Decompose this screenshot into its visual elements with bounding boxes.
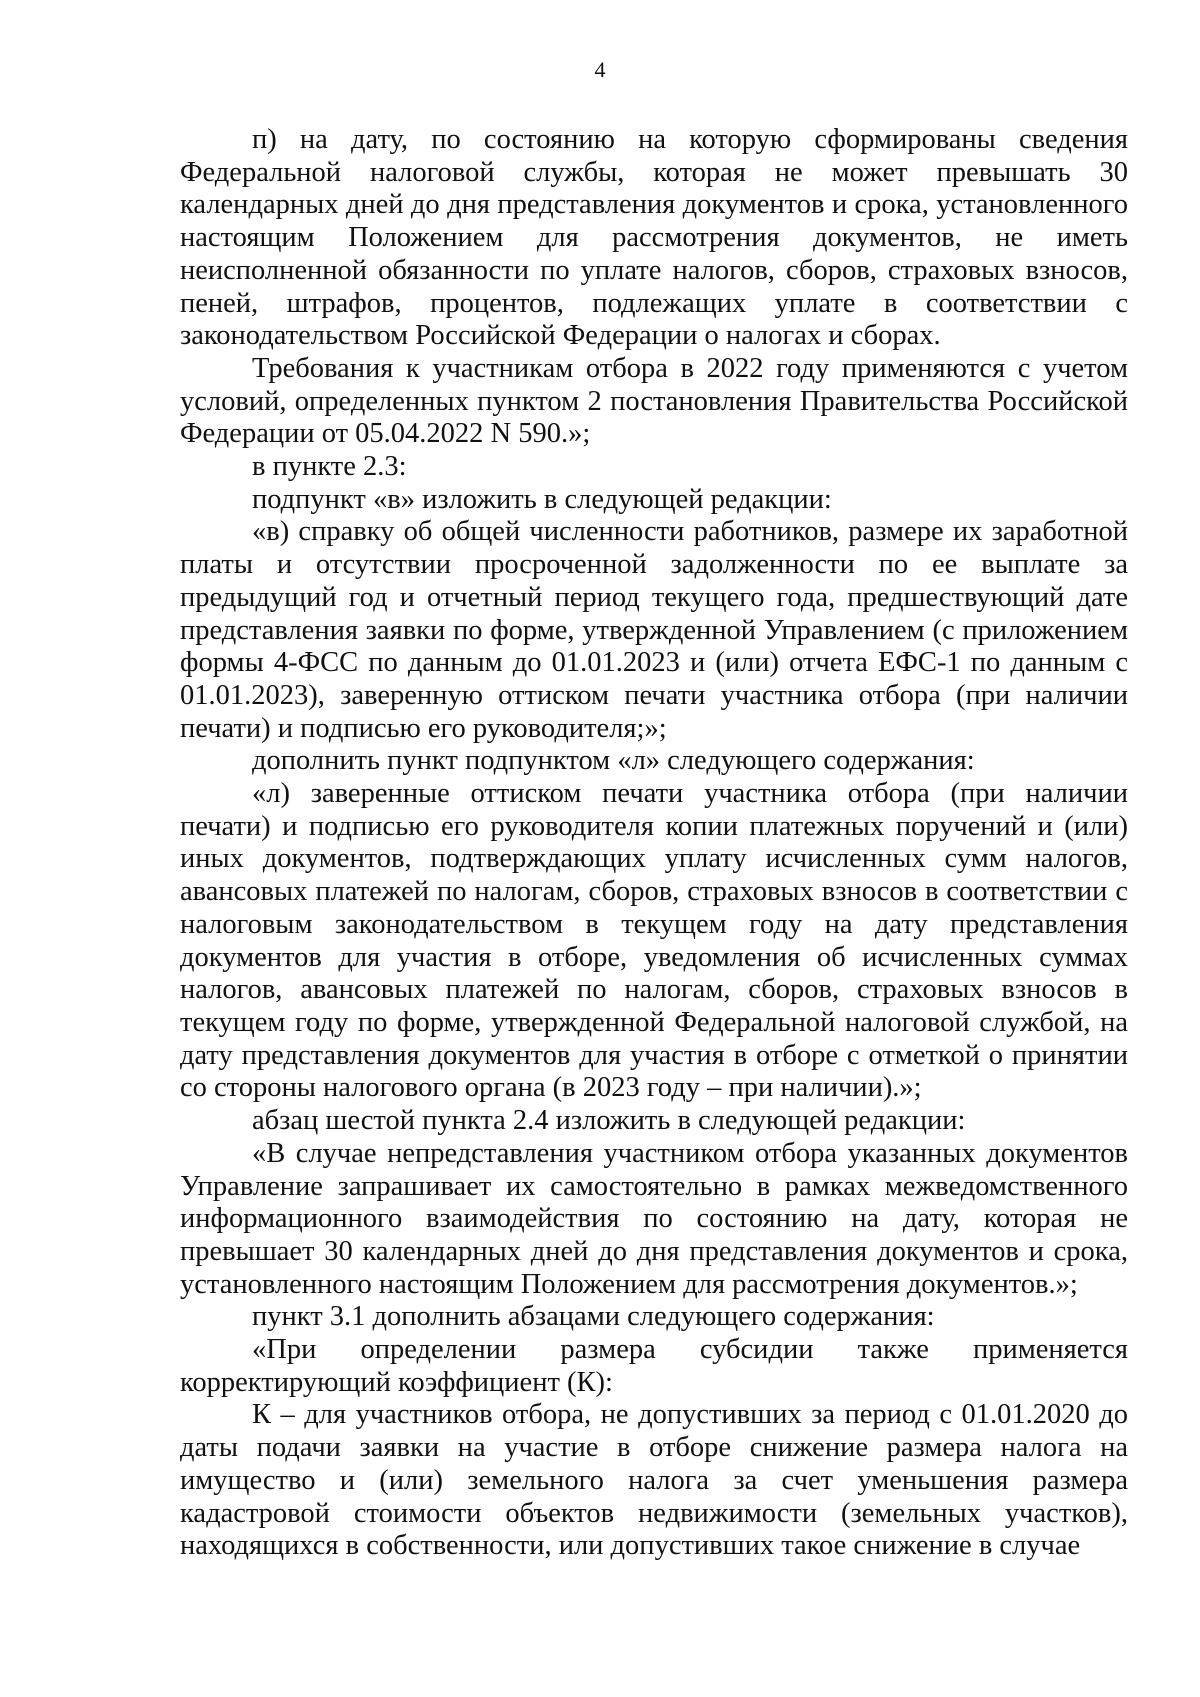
paragraph-point-2-4-intro: абзац шестой пункта 2.4 изложить в следующей редакции: (252, 1105, 966, 1137)
paragraph-point-2-3: в пункте 2.3: (252, 451, 407, 483)
paragraph-point-3-1-intro: пункт 3.1 дополнить абзацами следующего содержания: (252, 1301, 935, 1333)
paragraph-subpoint-v-intro: подпункт «в» изложить в следующей редакции: (252, 483, 832, 515)
paragraph-subpoint-l-text: «л) заверенные оттиском печати участника отбора (при наличии печати) и подписью его руководителя копии платежных поручений и (или) иных документов, подтверждающих уплату исчисленных сумм налогов, авансовых платежей по налогам, сборов, страховых взносов в соответствии с налоговым законодательством в текущем году на дату представления документов для участия в отборе, уведомления об исчисленных суммах налогов, авансовых платежей по налогам, сборов, страховых взносов в текущем году по форме, утвержденной Федеральной налоговой службой, на дату представления документов для участия в отборе с отметкой о принятии со стороны налогового органа (в 2023 году – при наличии).»; (180, 778, 1128, 1104)
paragraph-requirements-2022: Требования к участникам отбора в 2022 году применяются с учетом условий, определенных пунктом 2 постановления Правительства Российской Федерации от 05.04.2022 N 590.»; (180, 352, 1128, 450)
paragraph-coefficient-k: К – для участников отбора, не допустивших за период с 01.01.2020 до даты подачи заявки на участие в отборе снижение размера налога на имущество и (или) земельного налога за счет уменьшения размера кадастровой стоимости объектов недвижимости (земельных участков), находящихся в собственности, или допустивших такое снижение в случае (180, 1399, 1128, 1562)
paragraph-coefficient-intro: «При определении размера субсидии также применяется корректирующий коэффициент (К): (180, 1334, 1128, 1398)
paragraph-point-2-4-text: «В случае непредставления участником отбора указанных документов Управление запрашивает их самостоятельно в рамках межведомственного информационного взаимодействия по состоянию на дату, которая не превышает 30 календарных дней до дня представления документов и срока, установленного настоящим Положением для рассмотрения документов.»; (180, 1137, 1128, 1300)
paragraph-subpoint-v-text: «в) справку об общей численности работников, размере их заработной платы и отсутствии просроченной задолженности по ее выплате за предыдущий год и отчетный период текущего года, предшествующий дате представления заявки по форме, утвержденной Управлением (с приложением формы 4-ФСС по данным до 01.01.2023 и (или) отчета ЕФС-1 по данным с 01.01.2023), заверенную оттиском печати участника отбора (при наличии печати) и подписью его руководителя;»; (180, 516, 1128, 744)
paragraph-subpoint-p: п) на дату, по состоянию на которую сформированы сведения Федеральной налоговой службы, которая не может превышать 30 календарных дней до дня представления документов и срока, установленного настоящим Положением для рассмотрения документов, не иметь неисполненной обязанности по уплате налогов, сборов, страховых взносов, пеней, штрафов, процентов, подлежащих уплате в соответствии с законодательством Российской Федерации о налогах и сборах. (180, 124, 1128, 352)
page-number: 4 (594, 57, 606, 82)
document-body (180, 124, 1128, 1563)
paragraph-subpoint-l-intro: дополнить пункт подпунктом «л» следующего содержания: (252, 745, 975, 777)
